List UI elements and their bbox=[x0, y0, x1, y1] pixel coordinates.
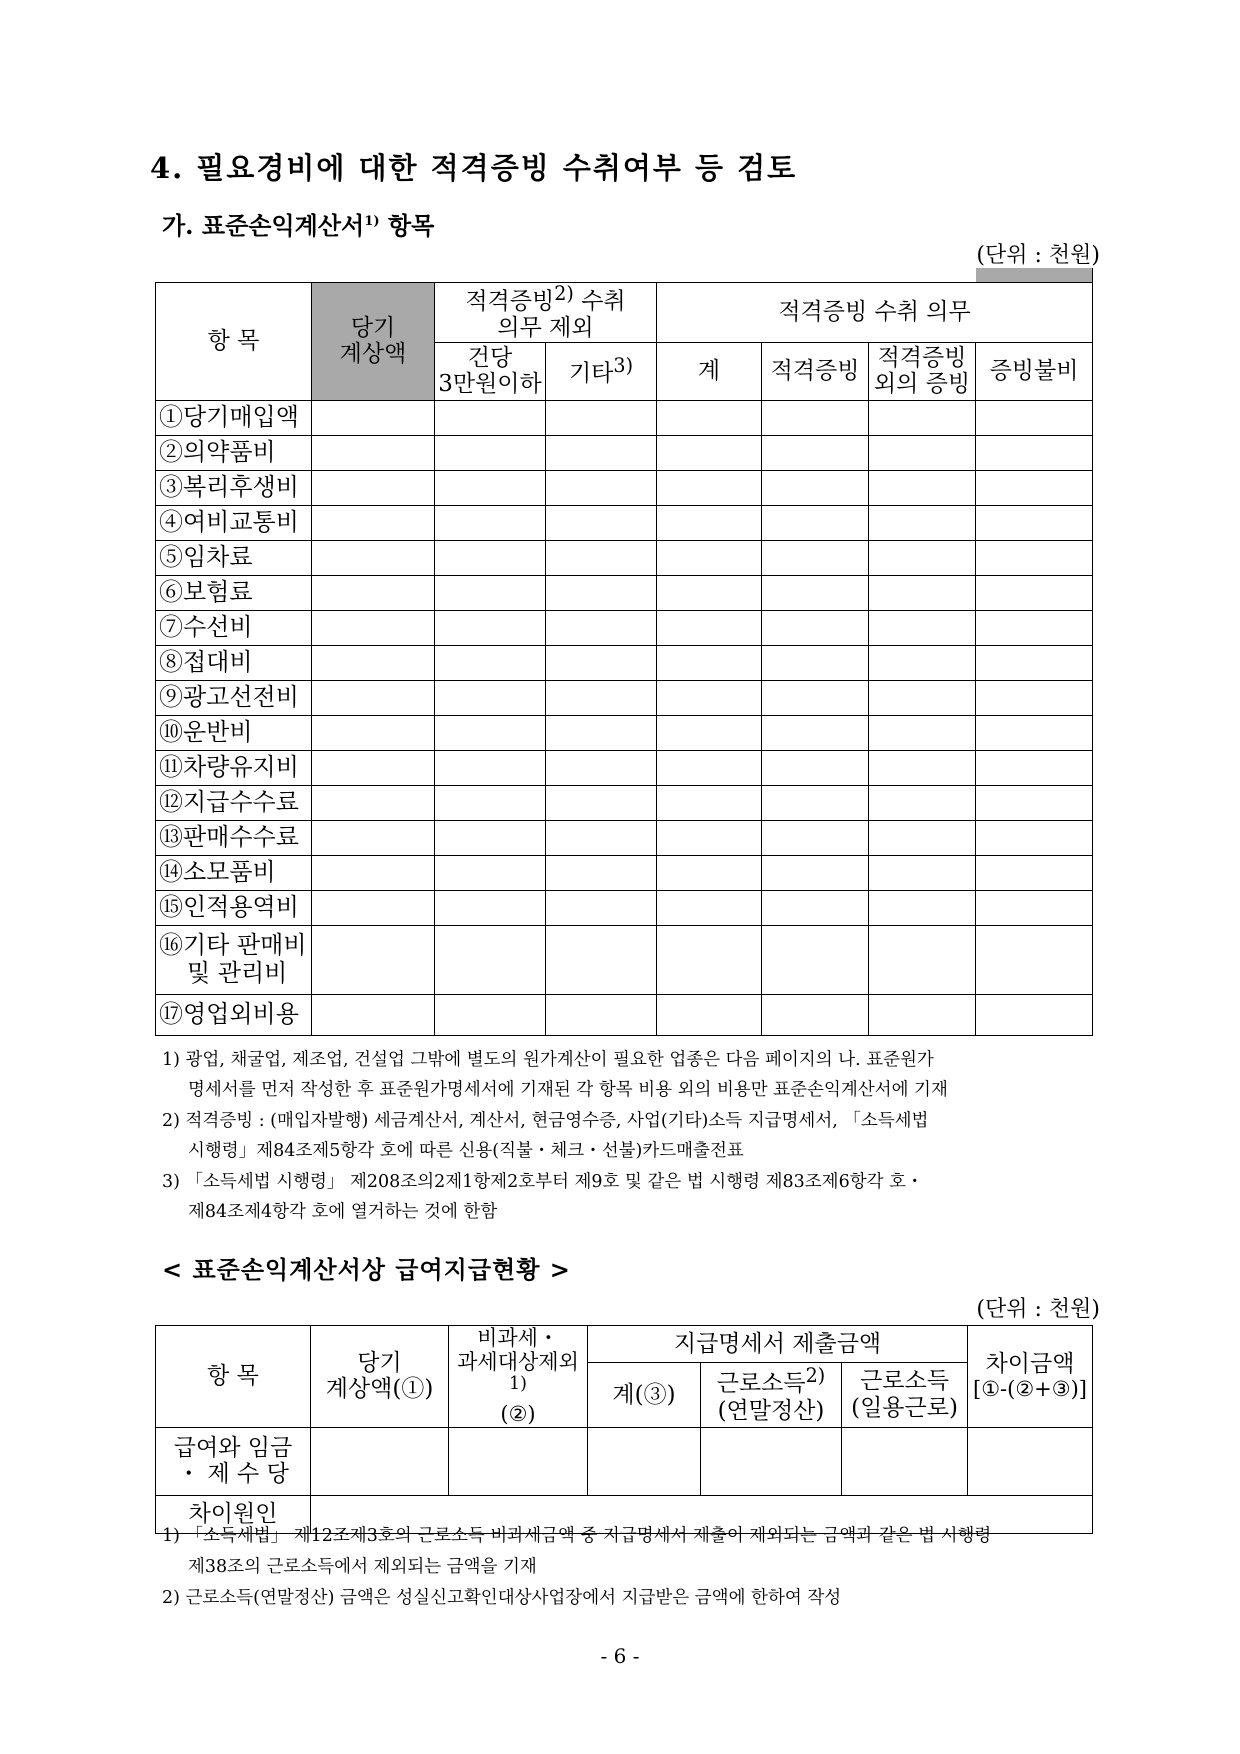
table-cell bbox=[657, 540, 762, 575]
table-cell bbox=[657, 750, 762, 785]
table-cell bbox=[869, 645, 976, 680]
table-cell bbox=[657, 855, 762, 890]
table-row-label: ⑪차량유지비 bbox=[156, 750, 312, 785]
table-row bbox=[156, 470, 1093, 505]
footnote-1a: 1) 광업, 채굴업, 제조업, 건설업 그밖에 별도의 원가계산이 필요한 업종은 다음 페이지의 나. 표준원가 bbox=[162, 1050, 934, 1070]
table-cell bbox=[546, 470, 657, 505]
table-row bbox=[156, 785, 1093, 820]
table-cell bbox=[546, 785, 657, 820]
table-cell bbox=[762, 820, 869, 855]
table-cell bbox=[435, 610, 546, 645]
table-cell bbox=[976, 750, 1093, 785]
footnote-salary-1a: 1) 「소득세법」 제12조제3호의 근로소득 비과세금액 중 지급명세서 제출이 제외되는 금액과 같은 법 시행령 bbox=[162, 1526, 992, 1546]
table-cell bbox=[869, 750, 976, 785]
table-cell bbox=[312, 785, 435, 820]
table-cell bbox=[869, 785, 976, 820]
table-cell bbox=[312, 505, 435, 540]
table-cell bbox=[762, 540, 869, 575]
header-no-evidence: 증빙불비 bbox=[976, 342, 1093, 400]
table-row bbox=[156, 610, 1093, 645]
table-cell bbox=[546, 575, 657, 610]
salary-table bbox=[155, 1325, 1093, 1534]
table-cell bbox=[312, 890, 435, 925]
table-cell bbox=[546, 610, 657, 645]
header-evidence-exempt: 적격증빙$^{2)}$ 수취 의무 제외 bbox=[435, 283, 657, 343]
table-cell bbox=[435, 855, 546, 890]
table-row-label: ⑦수선비 bbox=[156, 610, 312, 645]
table-cell bbox=[312, 750, 435, 785]
table-cell bbox=[762, 855, 869, 890]
footnote-2b: 시행령」제84조제5항각 호에 따른 신용(직불・체크・선불)카드매출전표 bbox=[188, 1141, 744, 1161]
table-cell bbox=[869, 435, 976, 470]
table-cell bbox=[869, 470, 976, 505]
table-row-label: ①당기매입액 bbox=[156, 400, 312, 435]
table-row bbox=[156, 400, 1093, 435]
header-current-amount: 당기 계상액 bbox=[312, 283, 435, 401]
footnote-salary-2: 2) 근로소득(연말정산) 금액은 성실신고확인대상사업장에서 지급받은 금액에 한하여 작성 bbox=[162, 1588, 842, 1608]
salary-header-nontaxable: 비과세・ 과세대상제외$^{1)}$ (②) bbox=[449, 1326, 588, 1428]
salary-header-statement: 지급명세서 제출금액 bbox=[588, 1326, 968, 1363]
table-cell bbox=[435, 890, 546, 925]
table-cell bbox=[546, 540, 657, 575]
salary-section-title: < 표준손익계산서상 급여지급현황 > bbox=[162, 1255, 571, 1284]
table-cell bbox=[435, 645, 546, 680]
table-row bbox=[156, 575, 1093, 610]
table-cell bbox=[312, 470, 435, 505]
table-row-label: ⑤임차료 bbox=[156, 540, 312, 575]
header-under-30k: 건당 3만원이하 bbox=[435, 342, 546, 400]
table-cell bbox=[312, 680, 435, 715]
table-cell bbox=[435, 575, 546, 610]
salary-header-total: 계(③) bbox=[588, 1362, 701, 1427]
table-cell bbox=[657, 820, 762, 855]
table-cell bbox=[546, 505, 657, 540]
table-row bbox=[156, 645, 1093, 680]
table-cell bbox=[312, 645, 435, 680]
table-cell bbox=[312, 610, 435, 645]
table-cell bbox=[312, 855, 435, 890]
header-non-proper-evidence: 적격증빙 외의 증빙 bbox=[869, 342, 976, 400]
table-row-label: ⑩운반비 bbox=[156, 715, 312, 750]
table-cell bbox=[762, 435, 869, 470]
table-cell bbox=[976, 680, 1093, 715]
table-cell bbox=[546, 750, 657, 785]
table-cell bbox=[762, 610, 869, 645]
table-top-gray-strip bbox=[976, 268, 1093, 283]
salary-header-difference: 차이금액 [①-(②+③)] bbox=[968, 1326, 1093, 1428]
table-cell bbox=[312, 715, 435, 750]
header-item: 항 목 bbox=[156, 283, 312, 401]
table-cell bbox=[546, 400, 657, 435]
table-cell bbox=[657, 575, 762, 610]
salary-header-labor-daily: 근로소득 (일용근로) bbox=[842, 1362, 968, 1427]
table-cell bbox=[546, 855, 657, 890]
header-evidence-duty: 적격증빙 수취 의무 bbox=[657, 283, 1093, 343]
unit-label-2: (단위 : 천원) bbox=[976, 1297, 1100, 1322]
table-cell bbox=[546, 680, 657, 715]
table-cell bbox=[762, 785, 869, 820]
table-row bbox=[156, 750, 1093, 785]
table-cell bbox=[976, 470, 1093, 505]
table-cell bbox=[869, 505, 976, 540]
table-cell bbox=[657, 645, 762, 680]
table-row-label: ⑰영업외비용 bbox=[156, 994, 312, 1035]
table-cell bbox=[869, 575, 976, 610]
table-row-label: ⑫지급수수료 bbox=[156, 785, 312, 820]
table-row bbox=[156, 680, 1093, 715]
table-cell bbox=[657, 715, 762, 750]
table-row-label: ⑭소모품비 bbox=[156, 855, 312, 890]
table-row bbox=[156, 820, 1093, 855]
unit-label: (단위 : 천원) bbox=[976, 243, 1100, 268]
table-row-label: ⑧접대비 bbox=[156, 645, 312, 680]
table-cell bbox=[435, 715, 546, 750]
table-cell bbox=[312, 435, 435, 470]
footnote-3a: 3) 「소득세법 시행령」 제208조의2제1항제2호부터 제9호 및 같은 법 시행령 제83조제6항각 호・ bbox=[162, 1172, 924, 1192]
salary-header-labor-yearend: 근로소득$^{2)}$ (연말정산) bbox=[701, 1362, 842, 1427]
table-cell bbox=[976, 855, 1093, 890]
table-cell bbox=[546, 820, 657, 855]
table-cell bbox=[976, 505, 1093, 540]
table-cell bbox=[657, 610, 762, 645]
table-cell bbox=[435, 505, 546, 540]
table-cell bbox=[976, 540, 1093, 575]
header-other: 기타$^{3)}$ bbox=[546, 342, 657, 400]
table-row-label: ⑨광고선전비 bbox=[156, 680, 312, 715]
table-cell bbox=[546, 435, 657, 470]
table-row-label: ⑬판매수수료 bbox=[156, 820, 312, 855]
table-row bbox=[156, 855, 1093, 890]
table-cell bbox=[869, 610, 976, 645]
table-cell bbox=[435, 680, 546, 715]
table-cell bbox=[657, 470, 762, 505]
table-cell bbox=[762, 680, 869, 715]
table-cell bbox=[762, 505, 869, 540]
table-row bbox=[156, 505, 1093, 540]
table-cell bbox=[312, 540, 435, 575]
table-cell bbox=[657, 435, 762, 470]
salary-row-label: 차이원인 bbox=[156, 1495, 311, 1533]
table-row bbox=[156, 540, 1093, 575]
table-row-label: ⑮인적용역비 bbox=[156, 890, 312, 925]
sub-heading: 가. 표준손익계산서$^{1)}$ 항목 bbox=[162, 211, 435, 240]
table-cell bbox=[657, 505, 762, 540]
table-cell bbox=[435, 400, 546, 435]
table-row bbox=[156, 715, 1093, 750]
table-row-label: ②의약품비 bbox=[156, 435, 312, 470]
table-cell bbox=[435, 435, 546, 470]
table-cell bbox=[312, 400, 435, 435]
table-row-label: ③복리후생비 bbox=[156, 470, 312, 505]
table-cell bbox=[869, 820, 976, 855]
table-cell bbox=[976, 715, 1093, 750]
table-cell bbox=[435, 470, 546, 505]
footnote-3b: 제84조제4항각 호에 열거하는 것에 한함 bbox=[188, 1202, 498, 1222]
table-cell bbox=[435, 540, 546, 575]
table-row-label: ⑯기타 판매비 및 관리비 bbox=[156, 925, 312, 994]
table-cell bbox=[657, 785, 762, 820]
table-cell bbox=[312, 820, 435, 855]
table-cell bbox=[762, 890, 869, 925]
table-cell bbox=[762, 750, 869, 785]
table-cell bbox=[869, 540, 976, 575]
table-cell bbox=[976, 435, 1093, 470]
table-cell bbox=[976, 575, 1093, 610]
table-cell bbox=[657, 400, 762, 435]
table-row bbox=[156, 435, 1093, 470]
table-row bbox=[156, 890, 1093, 925]
table-cell bbox=[435, 750, 546, 785]
section-heading: 4. 필요경비에 대한 적격증빙 수취여부 등 검토 bbox=[150, 151, 798, 185]
footnote-1b: 명세서를 먼저 작성한 후 표준원가명세서에 기재된 각 항목 비용 외의 비용만 표준손익계산서에 기재 bbox=[188, 1080, 948, 1100]
table-cell bbox=[976, 820, 1093, 855]
salary-header-item: 항 목 bbox=[156, 1326, 311, 1428]
table-cell bbox=[657, 890, 762, 925]
page-number: - 6 - bbox=[600, 1644, 640, 1668]
table-cell bbox=[435, 820, 546, 855]
table-cell bbox=[976, 785, 1093, 820]
table-cell bbox=[762, 575, 869, 610]
table-row-label: ④여비교통비 bbox=[156, 505, 312, 540]
header-proper-evidence: 적격증빙 bbox=[762, 342, 869, 400]
table-row-label: ⑥보험료 bbox=[156, 575, 312, 610]
table-cell bbox=[976, 400, 1093, 435]
header-total: 계 bbox=[657, 342, 762, 400]
footnote-salary-1b: 제38조의 근로소득에서 제외되는 금액을 기재 bbox=[188, 1557, 537, 1577]
table-cell bbox=[869, 715, 976, 750]
table-cell bbox=[869, 855, 976, 890]
table-cell bbox=[976, 610, 1093, 645]
table-cell bbox=[546, 715, 657, 750]
table-cell bbox=[546, 645, 657, 680]
salary-header-current: 당기 계상액(①) bbox=[311, 1326, 449, 1428]
salary-row-label: 급여와 임금 ・ 제 수 당 bbox=[156, 1427, 311, 1495]
table-cell bbox=[869, 680, 976, 715]
table-cell bbox=[546, 890, 657, 925]
footnote-2a: 2) 적격증빙 : (매입자발행) 세금계산서, 계산서, 현금영수증, 사업(기타)소득 지급명세서, 「소득세법 bbox=[162, 1111, 929, 1131]
table-cell bbox=[435, 785, 546, 820]
table-cell bbox=[869, 400, 976, 435]
table-cell bbox=[869, 890, 976, 925]
table-cell bbox=[762, 645, 869, 680]
expense-evidence-table bbox=[155, 268, 1093, 1036]
table-cell bbox=[762, 470, 869, 505]
table-cell bbox=[976, 645, 1093, 680]
table-top-spacer bbox=[156, 268, 976, 283]
table-cell bbox=[762, 715, 869, 750]
table-cell bbox=[976, 890, 1093, 925]
table-cell bbox=[312, 575, 435, 610]
table-cell bbox=[762, 400, 869, 435]
table-cell bbox=[657, 680, 762, 715]
